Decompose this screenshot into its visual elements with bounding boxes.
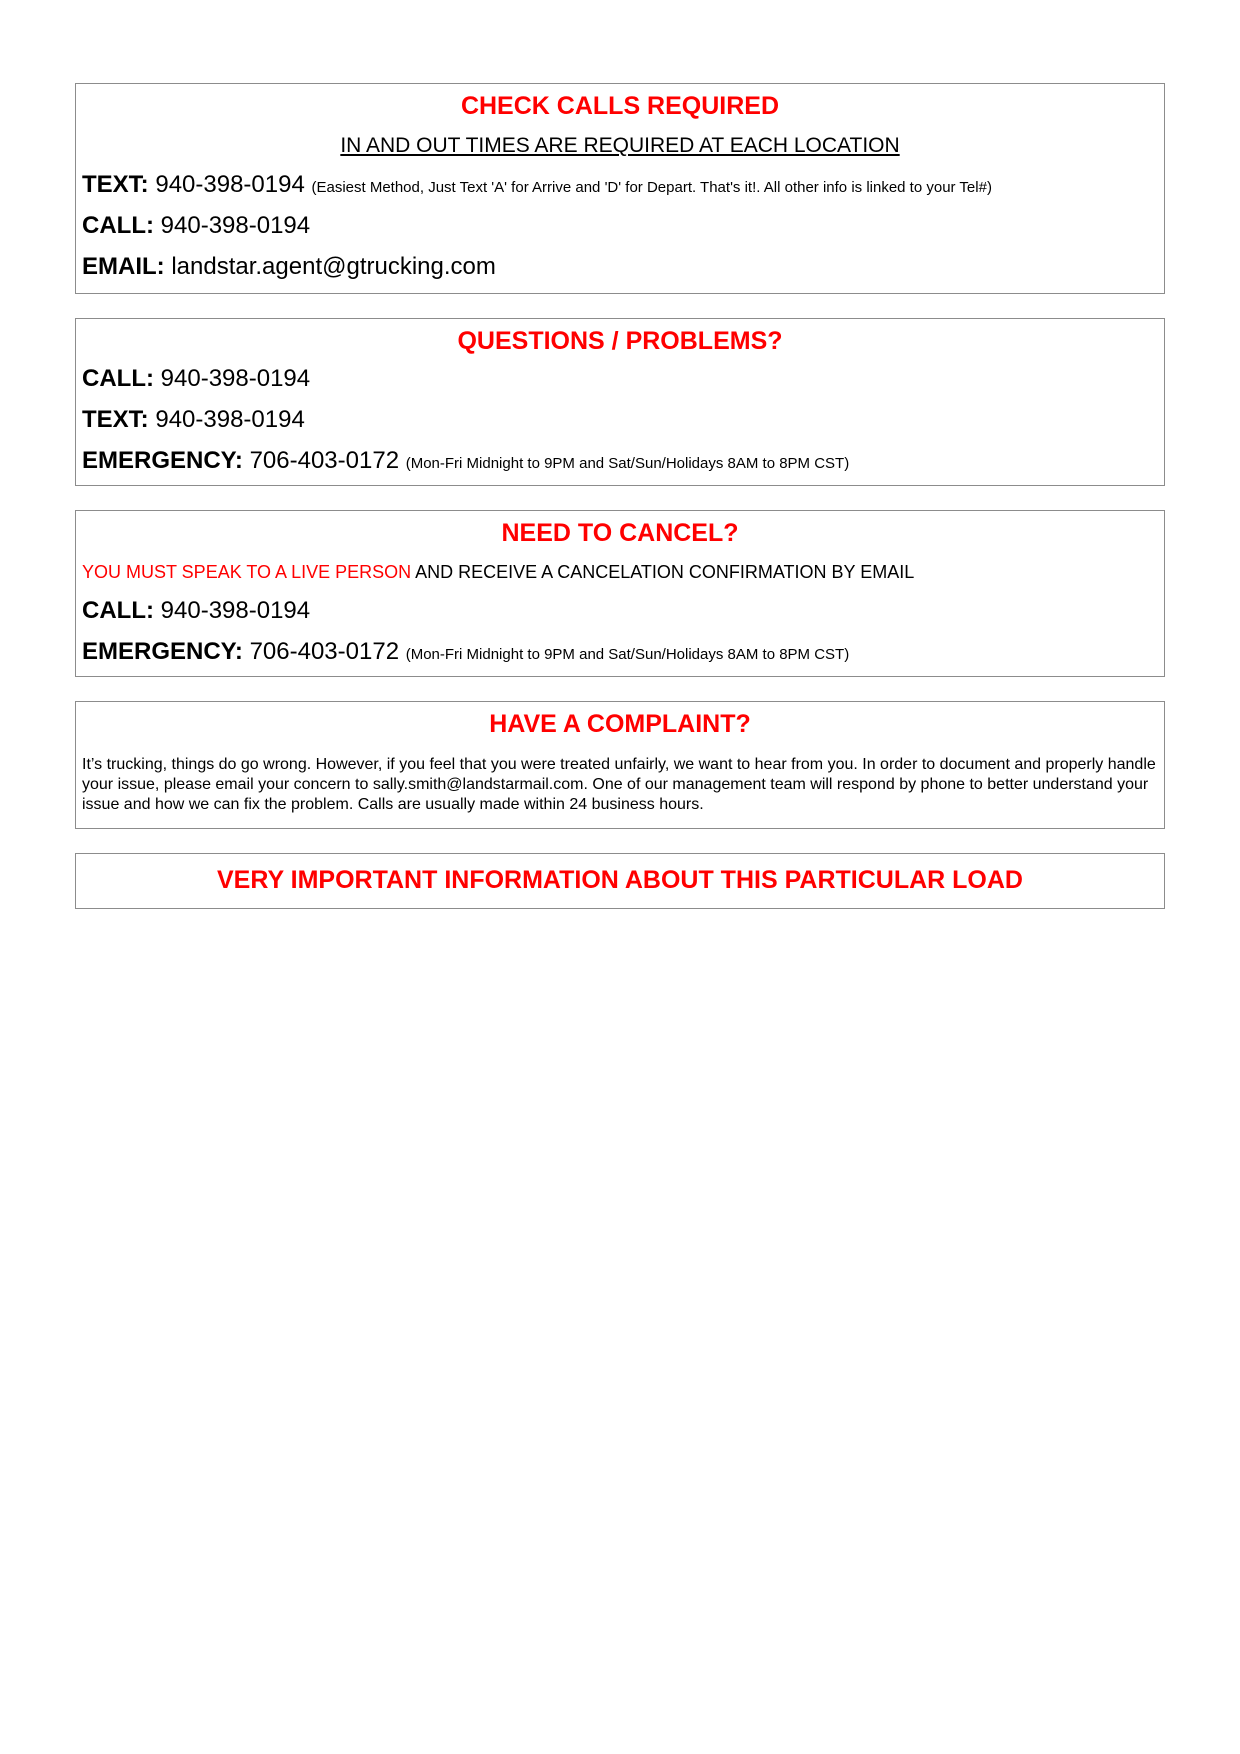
email-address: landstar.agent@gtrucking.com: [171, 253, 496, 280]
text-label: TEXT:: [82, 406, 149, 433]
emergency-note: (Mon-Fri Midnight to 9PM and Sat/Sun/Holidays 8AM to 8PM CST): [405, 455, 850, 472]
check-calls-email-line: [82, 252, 1158, 282]
cancel-notice-red: YOU MUST SPEAK TO A LIVE PERSON: [82, 562, 412, 582]
emergency-label: EMERGENCY:: [82, 447, 243, 474]
complaint-box: [75, 701, 1165, 829]
check-calls-text-line: [82, 170, 1158, 203]
complaint-title: HAVE A COMPLAINT?: [489, 710, 751, 738]
cancel-emergency-line: [82, 637, 1158, 670]
call-label: CALL:: [82, 365, 154, 392]
text-phone: 940-398-0194: [155, 171, 305, 198]
call-label: CALL:: [82, 597, 154, 624]
questions-call-line: [82, 364, 1158, 394]
call-phone: 940-398-0194: [160, 597, 311, 624]
questions-title: QUESTIONS / PROBLEMS?: [457, 327, 783, 355]
call-phone: 940-398-0194: [160, 212, 311, 239]
text-phone: 940-398-0194: [155, 406, 305, 433]
call-label: CALL:: [82, 212, 154, 239]
emergency-note: (Mon-Fri Midnight to 9PM and Sat/Sun/Holidays 8AM to 8PM CST): [405, 646, 850, 663]
questions-emergency-line: [82, 446, 1158, 479]
cancel-notice: [82, 560, 1158, 584]
emergency-label: EMERGENCY:: [82, 638, 243, 665]
cancel-title: NEED TO CANCEL?: [501, 519, 739, 547]
questions-box: [75, 318, 1165, 486]
check-calls-subtitle: IN AND OUT TIMES ARE REQUIRED AT EACH LOCATION: [340, 134, 900, 157]
complaint-body: It’s trucking, things do go wrong. However, if you feel that you were treated unfairly, we want to hear from you. In order to document and properly handle your issue, please email your concern to sally.smith@landstarmail.com. One of our management team will respond by phone to better understand your issue and how we can fix the problem. Calls are usually made within 24 business hours.: [82, 756, 1156, 813]
important-title: VERY IMPORTANT INFORMATION ABOUT THIS PARTICULAR LOAD: [217, 866, 1023, 894]
cancel-notice-rest: AND RECEIVE A CANCELATION CONFIRMATION BY EMAIL: [415, 562, 915, 582]
emergency-phone: 706-403-0172: [249, 447, 400, 474]
important-box: [75, 853, 1165, 909]
check-calls-box: [75, 83, 1165, 294]
cancel-box: [75, 510, 1165, 677]
text-label: TEXT:: [82, 171, 149, 198]
questions-text-line: [82, 405, 1158, 435]
cancel-call-line: [82, 596, 1158, 626]
call-phone: 940-398-0194: [160, 365, 311, 392]
email-label: EMAIL:: [82, 253, 165, 280]
text-note: (Easiest Method, Just Text 'A' for Arrive and 'D' for Depart. That's it!. All other info is linked to your Tel#): [311, 179, 992, 196]
check-calls-title: CHECK CALLS REQUIRED: [460, 92, 780, 120]
check-calls-call-line: [82, 211, 1158, 241]
emergency-phone: 706-403-0172: [249, 638, 400, 665]
